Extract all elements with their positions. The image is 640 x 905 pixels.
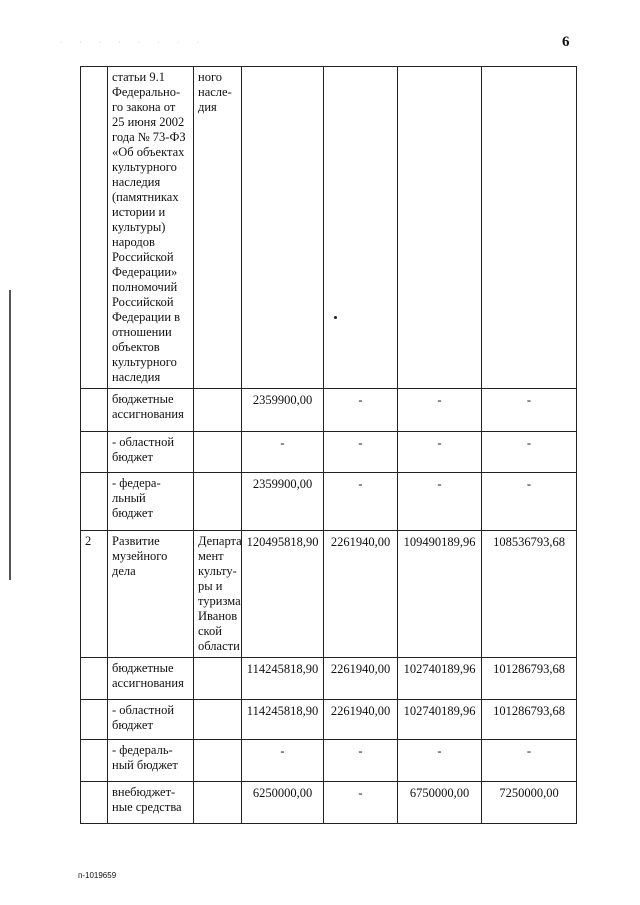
row-number <box>81 700 108 740</box>
row-year3: - <box>482 432 577 473</box>
row-year2 <box>398 67 482 389</box>
row-year1: - <box>324 432 398 473</box>
row-number <box>81 658 108 700</box>
row-number <box>81 67 108 389</box>
row-executor <box>194 473 242 531</box>
row-name: статьи 9.1 Федерально-го закона от 25 июня 2002 года № 73-ФЗ «Об объектах культурного наследия (памятниках истории и культуры) народов Российской Федерации» полномочий Российской Федерации в отношении объектов культурного наследия <box>108 67 194 389</box>
row-name: Развитие музейного дела <box>108 531 194 658</box>
budget-table <box>80 66 577 824</box>
row-year1: 2261940,00 <box>324 700 398 740</box>
row-total: 114245818,90 <box>242 700 324 740</box>
row-year1 <box>324 67 398 389</box>
document-code: п-1019659 <box>78 871 117 880</box>
row-number <box>81 473 108 531</box>
row-year1: - <box>324 389 398 432</box>
row-executor <box>194 740 242 782</box>
row-number <box>81 782 108 824</box>
row-year2: 6750000,00 <box>398 782 482 824</box>
row-year2: 102740189,96 <box>398 700 482 740</box>
row-year2: - <box>398 473 482 531</box>
row-year2: - <box>398 432 482 473</box>
row-executor <box>194 432 242 473</box>
row-executor <box>194 700 242 740</box>
row-total: - <box>242 432 324 473</box>
row-year2: - <box>398 389 482 432</box>
table-row <box>81 473 577 531</box>
table-row <box>81 531 577 658</box>
row-number <box>81 432 108 473</box>
row-number <box>81 740 108 782</box>
table-row <box>81 740 577 782</box>
margin-mark <box>9 290 11 580</box>
row-year2: 102740189,96 <box>398 658 482 700</box>
row-name: - областной бюджет <box>108 700 194 740</box>
row-year3: 101286793,68 <box>482 700 577 740</box>
row-executor <box>194 782 242 824</box>
row-year1: 2261940,00 <box>324 658 398 700</box>
row-year1: 2261940,00 <box>324 531 398 658</box>
row-year3: - <box>482 389 577 432</box>
row-year3 <box>482 67 577 389</box>
row-year1: - <box>324 473 398 531</box>
row-number: 2 <box>81 531 108 658</box>
row-year3: - <box>482 473 577 531</box>
row-name: бюджетные ассигнования <box>108 389 194 432</box>
row-year3: 108536793,68 <box>482 531 577 658</box>
row-total: 120495818,90 <box>242 531 324 658</box>
row-total: 6250000,00 <box>242 782 324 824</box>
scan-noise: · · · · · · · · <box>60 40 207 46</box>
row-executor <box>194 389 242 432</box>
row-executor: Департа мент культу-ры и туризма Иванов ской области <box>194 531 242 658</box>
table-row <box>81 700 577 740</box>
row-name: - федераль-ный бюджет <box>108 740 194 782</box>
row-year2: 109490189,96 <box>398 531 482 658</box>
table-row <box>81 658 577 700</box>
table-row <box>81 389 577 432</box>
row-year3: 7250000,00 <box>482 782 577 824</box>
table-row <box>81 67 577 389</box>
row-name: - федера-льный бюджет <box>108 473 194 531</box>
page-number: 6 <box>562 34 570 50</box>
row-total: 114245818,90 <box>242 658 324 700</box>
row-year2: - <box>398 740 482 782</box>
row-name: внебюджет-ные средства <box>108 782 194 824</box>
row-year1: - <box>324 740 398 782</box>
row-total: - <box>242 740 324 782</box>
row-executor <box>194 658 242 700</box>
row-executor: ного насле-дия <box>194 67 242 389</box>
table-row <box>81 432 577 473</box>
row-total: 2359900,00 <box>242 389 324 432</box>
table-row <box>81 782 577 824</box>
row-year3: 101286793,68 <box>482 658 577 700</box>
row-name: бюджетные ассигнования <box>108 658 194 700</box>
row-name: - областной бюджет <box>108 432 194 473</box>
row-year1: - <box>324 782 398 824</box>
row-total: 2359900,00 <box>242 473 324 531</box>
row-total <box>242 67 324 389</box>
row-number <box>81 389 108 432</box>
row-year3: - <box>482 740 577 782</box>
